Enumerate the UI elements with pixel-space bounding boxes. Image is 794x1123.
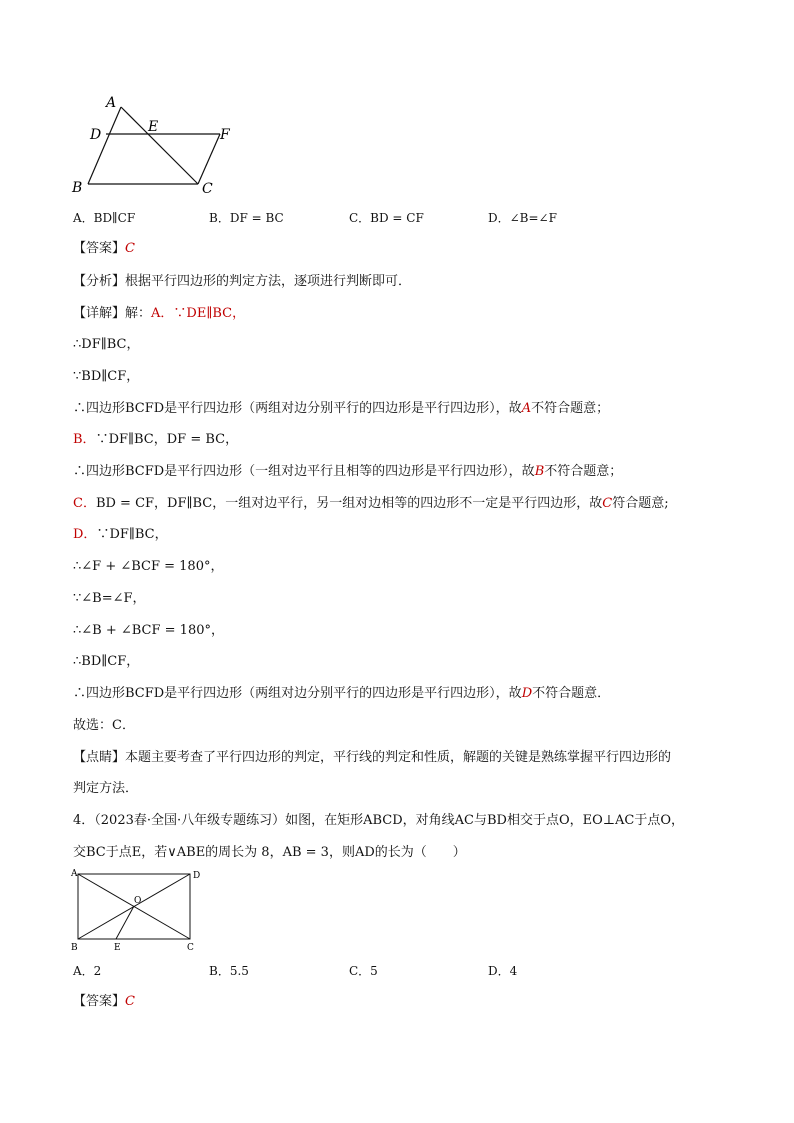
q3-detail-first: 【详解】解：A．∵DE∥BC， [73,306,246,321]
label-O: O [134,896,142,906]
q3-choice: 故选：C． [73,718,135,733]
q3-option-b-detail: B．∵DF∥BC，DF = BC， [73,432,239,447]
q4-answer: 【答案】C [73,994,135,1009]
label-D: D [193,871,201,881]
q3-option-c: C．BD = CF [349,211,424,225]
q3-detail-line: ∴BD∥CF， [73,654,140,669]
q3-detail-line: ∴DF∥BC， [73,337,140,352]
label-B: B [72,180,83,196]
q3-analysis: 【分析】根据平行四边形的判定方法，逐项进行判断即可． [73,274,412,289]
q4-question-line1: 4．（2023春·全国·八年级专题练习）如图，在矩形ABCD，对角线AC与BD相交于点O，EO⊥AC于点O， [73,813,685,828]
q3-option-d-detail: D．∵DF∥BC， [73,527,168,542]
q3-option-c-detail: C．BD = CF，DF∥BC，一组对边平行，另一组对边相等的四边形不一定是平行四边形，故C符合题意; [73,496,669,511]
q3-detail-line: ∵BD∥CF， [73,369,140,384]
figure-rectangle [68,866,208,954]
label-F: F [220,127,230,143]
label-A: A [106,95,117,111]
q3-option-d: D．∠B=∠F [488,211,557,225]
q3-answer: 【答案】C [73,241,135,256]
label-E: E [148,119,159,135]
q3-conclusion-b: ∴四边形BCFD是平行四边形（一组对边平行且相等的四边形是平行四边形），故B不符合题意； [73,464,623,479]
q4-option-b: B．5.5 [209,964,249,978]
q3-detail-line: ∴∠F + ∠BCF = 180°， [73,559,224,574]
q3-option-b: B．DF = BC [209,211,284,225]
figure-parallelogram [68,92,248,200]
q4-option-d: D．4 [488,964,518,978]
q4-question-line2: 交BC于点E，若∨ABE的周长为 8，AB = 3，则AD的长为（ ） [73,845,466,860]
q4-option-c: C．5 [349,964,378,978]
label-A: A [71,869,78,879]
label-C: C [187,943,194,953]
q3-detail-line: ∴∠B + ∠BCF = 180°， [73,623,224,638]
q3-answer-value: C [125,241,135,256]
q3-conclusion-a: ∴四边形BCFD是平行四边形（两组对边分别平行的四边形是平行四边形），故A不符合题意； [73,401,610,416]
q3-conclusion-d: ∴四边形BCFD是平行四边形（两组对边分别平行的四边形是平行四边形），故D不符合题意． [73,686,611,701]
q4-answer-value: C [125,994,135,1009]
label-B: B [71,943,78,953]
q3-comment: 【点睛】本题主要考查了平行四边形的判定，平行线的判定和性质，解题的关键是熟练掌握平行四边形的 [73,750,672,765]
label-D: D [90,127,102,143]
q3-comment-cont: 判定方法． [73,781,139,796]
label-E: E [114,943,121,953]
q3-option-a: A．BD∥CF [73,211,136,225]
q3-detail-line: ∵∠B=∠F， [73,591,146,606]
label-C: C [202,181,213,197]
q4-option-a: A．2 [73,964,102,978]
